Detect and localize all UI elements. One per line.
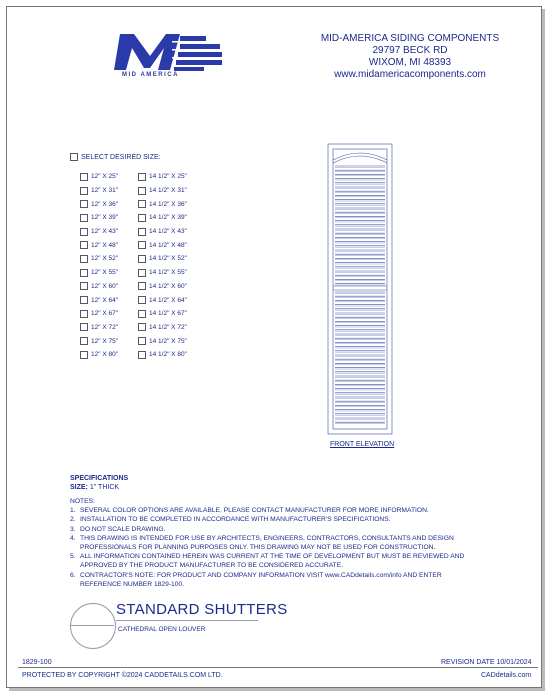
- size-checkbox[interactable]: [80, 296, 88, 304]
- shutter-front-elevation: [326, 142, 396, 438]
- note-text: [80, 552, 464, 570]
- note-item: [70, 534, 470, 552]
- caddetails-brand[interactable]: CADdetails.com: [481, 672, 532, 679]
- size-label: 12" X 31": [91, 187, 119, 195]
- size-checkbox[interactable]: [138, 228, 146, 236]
- size-checkbox[interactable]: [138, 187, 146, 195]
- revision-date: REVISION DATE 10/01/2024: [441, 659, 532, 666]
- size-14-size-option[interactable]: [138, 170, 187, 184]
- footer-rule: [18, 667, 538, 668]
- note-text: [80, 571, 442, 589]
- size-12-size-option[interactable]: [80, 321, 118, 335]
- note-line: THIS DRAWING IS INTENDED FOR USE BY ARCHITECTS, ENGINEERS, CONTRACTORS, CONSULTANTS AND DESIGN: [80, 534, 454, 542]
- size-12-size-option[interactable]: [80, 348, 118, 362]
- size-checkbox[interactable]: [80, 351, 88, 359]
- note-item: [70, 552, 470, 570]
- size-checkbox[interactable]: [80, 214, 88, 222]
- size-checkbox[interactable]: [138, 214, 146, 222]
- drawing-subtitle: CATHEDRAL OPEN LOUVER: [118, 626, 206, 633]
- size-14-size-option[interactable]: [138, 238, 187, 252]
- size-label: 14 1/2" X 52": [149, 255, 187, 263]
- note-item: [70, 525, 470, 534]
- note-line: SEVERAL COLOR OPTIONS ARE AVAILABLE, PLEASE CONTACT MANUFACTURER FOR MORE INFORMATION.: [80, 507, 429, 515]
- note-item: [70, 571, 470, 589]
- size-14-size-option[interactable]: [138, 321, 187, 335]
- size-label: 12" X 72": [91, 323, 119, 331]
- size-label: 12" X 48": [91, 241, 119, 249]
- note-item: [70, 506, 470, 515]
- size-14-size-option[interactable]: [138, 307, 187, 321]
- size-checkbox[interactable]: [80, 173, 88, 181]
- size-label: 14 1/2" X 80": [149, 351, 187, 359]
- size-14-size-option[interactable]: [138, 184, 187, 198]
- note-line: PROFESSIONALS FOR PLANNING PURPOSES ONLY. THIS DRAWING MAY NOT BE USED FOR CONSTRUCTION.: [80, 544, 436, 552]
- size-14-size-option[interactable]: [138, 266, 187, 280]
- specs-size-value: 1" THICK: [89, 484, 120, 491]
- size-checkbox[interactable]: [80, 282, 88, 290]
- size-12-size-option[interactable]: [80, 184, 118, 198]
- note-line: ALL INFORMATION CONTAINED HEREIN WAS CURRENT AT THE TIME OF DEVELOPMENT BUT MUST BE REVIEWED AND: [80, 553, 465, 561]
- notes-heading: NOTES:: [70, 498, 95, 505]
- size-12-size-option[interactable]: [80, 211, 118, 225]
- size-14-size-option[interactable]: [138, 197, 187, 211]
- note-text: [80, 525, 165, 534]
- specs-size-label: SIZE:: [70, 484, 88, 491]
- note-line: CONTRACTOR'S NOTE: FOR PRODUCT AND COMPANY INFORMATION VISIT www.CADdetails.com/info AND ENTER: [80, 571, 442, 579]
- size-14-size-option[interactable]: [138, 225, 187, 239]
- size-label: 14 1/2" X 31": [149, 187, 187, 195]
- company-name: MID-AMERICA SIDING COMPONENTS: [320, 33, 500, 44]
- size-label: 14 1/2" X 67": [149, 310, 187, 318]
- company-website[interactable]: www.midamericacomponents.com: [334, 69, 486, 80]
- size-14-size-option[interactable]: [138, 280, 187, 294]
- size-14-size-option[interactable]: [138, 252, 187, 266]
- size-checkbox[interactable]: [138, 310, 146, 318]
- copyright-notice: PROTECTED BY COPYRIGHT ©2024 CADDETAILS.COM LTD.: [22, 672, 223, 679]
- note-number: 5.: [70, 553, 76, 561]
- cathedral-arch: [333, 153, 387, 160]
- size-checkbox[interactable]: [80, 228, 88, 236]
- size-12-size-option[interactable]: [80, 170, 118, 184]
- size-checkbox[interactable]: [80, 337, 88, 345]
- front-elevation-label: FRONT ELEVATION: [330, 441, 395, 448]
- size-label: 14 1/2" X 25": [149, 173, 187, 181]
- size-label: 14 1/2" X 64": [149, 296, 187, 304]
- select-all-checkbox[interactable]: [70, 153, 78, 161]
- size-checkbox[interactable]: [138, 282, 146, 290]
- size-12-size-option[interactable]: [80, 280, 118, 294]
- specs-heading: SPECIFICATIONS: [70, 475, 129, 482]
- note-number: 3.: [70, 525, 76, 533]
- cathedral-arch-inner: [333, 156, 387, 163]
- company-city: WIXOM, MI 48393: [368, 57, 452, 68]
- title-circle: [70, 603, 116, 649]
- size-12-size-option[interactable]: [80, 334, 118, 348]
- size-label: 14 1/2" X 39": [149, 214, 187, 222]
- select-size-label: [70, 153, 161, 161]
- logo-tagline: MID AMERICA: [122, 72, 179, 78]
- note-number: 2.: [70, 516, 76, 524]
- size-checkbox[interactable]: [138, 173, 146, 181]
- size-label: 14 1/2" X 36": [149, 200, 187, 208]
- size-checkbox[interactable]: [138, 296, 146, 304]
- size-label: 12" X 64": [91, 296, 119, 304]
- size-12-size-option[interactable]: [80, 225, 118, 239]
- size-checkbox[interactable]: [80, 323, 88, 331]
- size-12-size-option[interactable]: [80, 238, 118, 252]
- title-underline: [116, 620, 258, 621]
- size-checkbox[interactable]: [138, 269, 146, 277]
- size-14-size-option[interactable]: [138, 348, 187, 362]
- size-label: 12" X 80": [91, 351, 119, 359]
- size-14-size-option[interactable]: [138, 293, 187, 307]
- size-14-size-option[interactable]: [138, 334, 187, 348]
- note-line: INSTALLATION TO BE COMPLETED IN ACCORDANCE WITH MANUFACTURER'S SPECIFICATIONS.: [80, 516, 391, 524]
- size-checkbox[interactable]: [138, 200, 146, 208]
- size-label: 14 1/2" X 55": [149, 269, 187, 277]
- note-number: 1.: [70, 507, 76, 515]
- size-label: 12" X 52": [91, 255, 119, 263]
- size-label: 12" X 55": [91, 269, 119, 277]
- size-list-12: [80, 170, 118, 362]
- size-12-size-option[interactable]: [80, 307, 118, 321]
- size-label: 14 1/2" X 60": [149, 282, 187, 290]
- size-12-size-option[interactable]: [80, 252, 118, 266]
- size-label: 12" X 36": [91, 200, 119, 208]
- size-12-size-option[interactable]: [80, 293, 118, 307]
- company-info: [300, 33, 520, 81]
- note-number: 6.: [70, 571, 76, 579]
- shutter-outer-frame: [328, 144, 392, 434]
- size-label: 12" X 43": [91, 228, 119, 236]
- note-text: [80, 515, 391, 524]
- size-checkbox[interactable]: [80, 310, 88, 318]
- size-14-size-option[interactable]: [138, 211, 187, 225]
- drawing-title: STANDARD SHUTTERS: [116, 601, 288, 618]
- size-label: 14 1/2" X 75": [149, 337, 187, 345]
- note-line: APPROVED BY THE PRODUCT MANUFACTURER TO BE CONSIDERED ACCURATE.: [80, 562, 344, 570]
- note-text: [80, 506, 429, 515]
- reference-number: 1829-100: [22, 659, 52, 666]
- size-checkbox[interactable]: [138, 323, 146, 331]
- note-line: REFERENCE NUMBER 1829-100.: [80, 580, 185, 588]
- size-label: 12" X 67": [91, 310, 119, 318]
- note-line: DO NOT SCALE DRAWING.: [80, 525, 166, 533]
- size-checkbox[interactable]: [138, 351, 146, 359]
- size-label: 12" X 60": [91, 282, 119, 290]
- size-list-14: [138, 170, 187, 362]
- size-12-size-option[interactable]: [80, 197, 118, 211]
- size-label: 14 1/2" X 72": [149, 323, 187, 331]
- note-item: [70, 515, 470, 524]
- note-text: [80, 534, 454, 552]
- size-label: 14 1/2" X 43": [149, 228, 187, 236]
- note-number: 4.: [70, 534, 76, 542]
- company-address: 29797 BECK RD: [372, 45, 448, 56]
- size-checkbox[interactable]: [80, 200, 88, 208]
- size-checkbox[interactable]: [80, 187, 88, 195]
- size-checkbox[interactable]: [80, 255, 88, 263]
- size-label: 12" X 39": [91, 214, 119, 222]
- size-label: 12" X 75": [91, 337, 119, 345]
- size-12-size-option[interactable]: [80, 266, 118, 280]
- size-checkbox[interactable]: [138, 255, 146, 263]
- size-checkbox[interactable]: [80, 269, 88, 277]
- size-checkbox[interactable]: [80, 241, 88, 249]
- title-circle-divider: [70, 625, 114, 626]
- size-label: 14 1/2" X 48": [149, 241, 187, 249]
- size-checkbox[interactable]: [138, 241, 146, 249]
- size-label: 12" X 25": [91, 173, 119, 181]
- specifications: [70, 474, 128, 492]
- select-size-text: SELECT DESIRED SIZE:: [81, 153, 161, 161]
- size-checkbox[interactable]: [138, 337, 146, 345]
- notes-block: [70, 497, 470, 589]
